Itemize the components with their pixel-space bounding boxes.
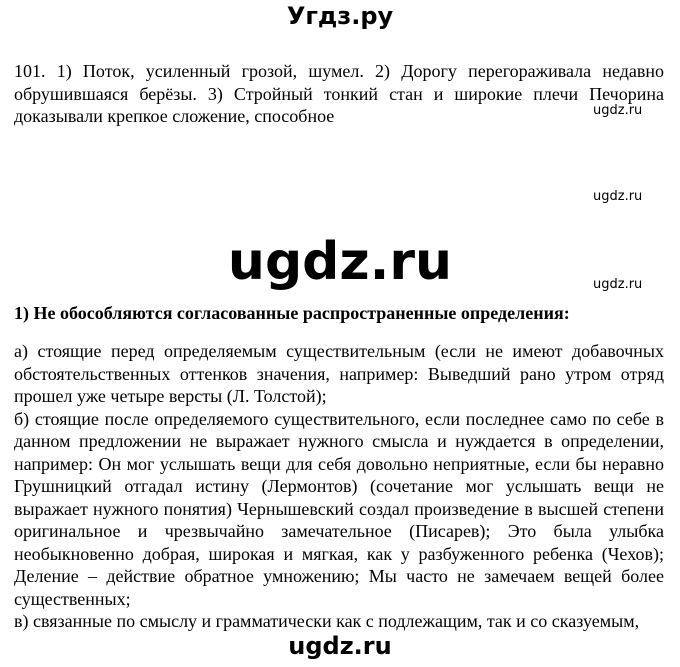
watermark-small: ugdz.ru <box>593 189 643 204</box>
watermark-small: ugdz.ru <box>593 277 643 292</box>
site-header-title: Угдз.ру <box>286 2 394 30</box>
rule-item-b: б) стоящие после определяемого существительного, если последнее само по себе в данном предложении не выражает нужного смысла и нуждается в определении, например: Он мог услышать вещи для себя довольно неприятные, если бы неравно Грушницкий отгадал истину (Лермонтов) (сочетание мог услышать вещи не выражает нужного понятия) Чернышевский создал произведение в высшей степени оригинальное и чрезвычайно замечательное (Писарев); Это была улыбка необыкновенно добрая, широкая и мягкая, как у разбуженного ребенка (Чехов); Деление – действие обратное умножению; Мы часто не замечаем вещей более существенных; <box>14 408 664 609</box>
rule-item-a: а) стоящие перед определяемым существительным (если не имеют добавочных обстоятельственных оттенков значения, например: Выведший рано утром отряд прошел уже четыре версты (Л. Толстой); <box>14 341 664 406</box>
watermark-small: ugdz.ru <box>593 103 643 118</box>
site-footer-title: ugdz.ru <box>288 632 392 660</box>
rule-heading: 1) Не обособляются согласованные распространенные определения: <box>14 303 570 323</box>
rule-body <box>14 340 664 633</box>
answer-text: 101. 1) Поток, усиленный грозой, шумел. 2) Дорогу перегораживала недавно обрушившаяся берёзы. 3) Стройный тонкий стан и широкие плечи Печорина доказывали крепкое сложение, способное <box>14 61 664 126</box>
watermark-large: ugdz.ru <box>227 232 453 292</box>
rule-item-c: в) связанные по смыслу и грамматически как с подлежащим, так и со сказуемым, <box>14 611 640 631</box>
